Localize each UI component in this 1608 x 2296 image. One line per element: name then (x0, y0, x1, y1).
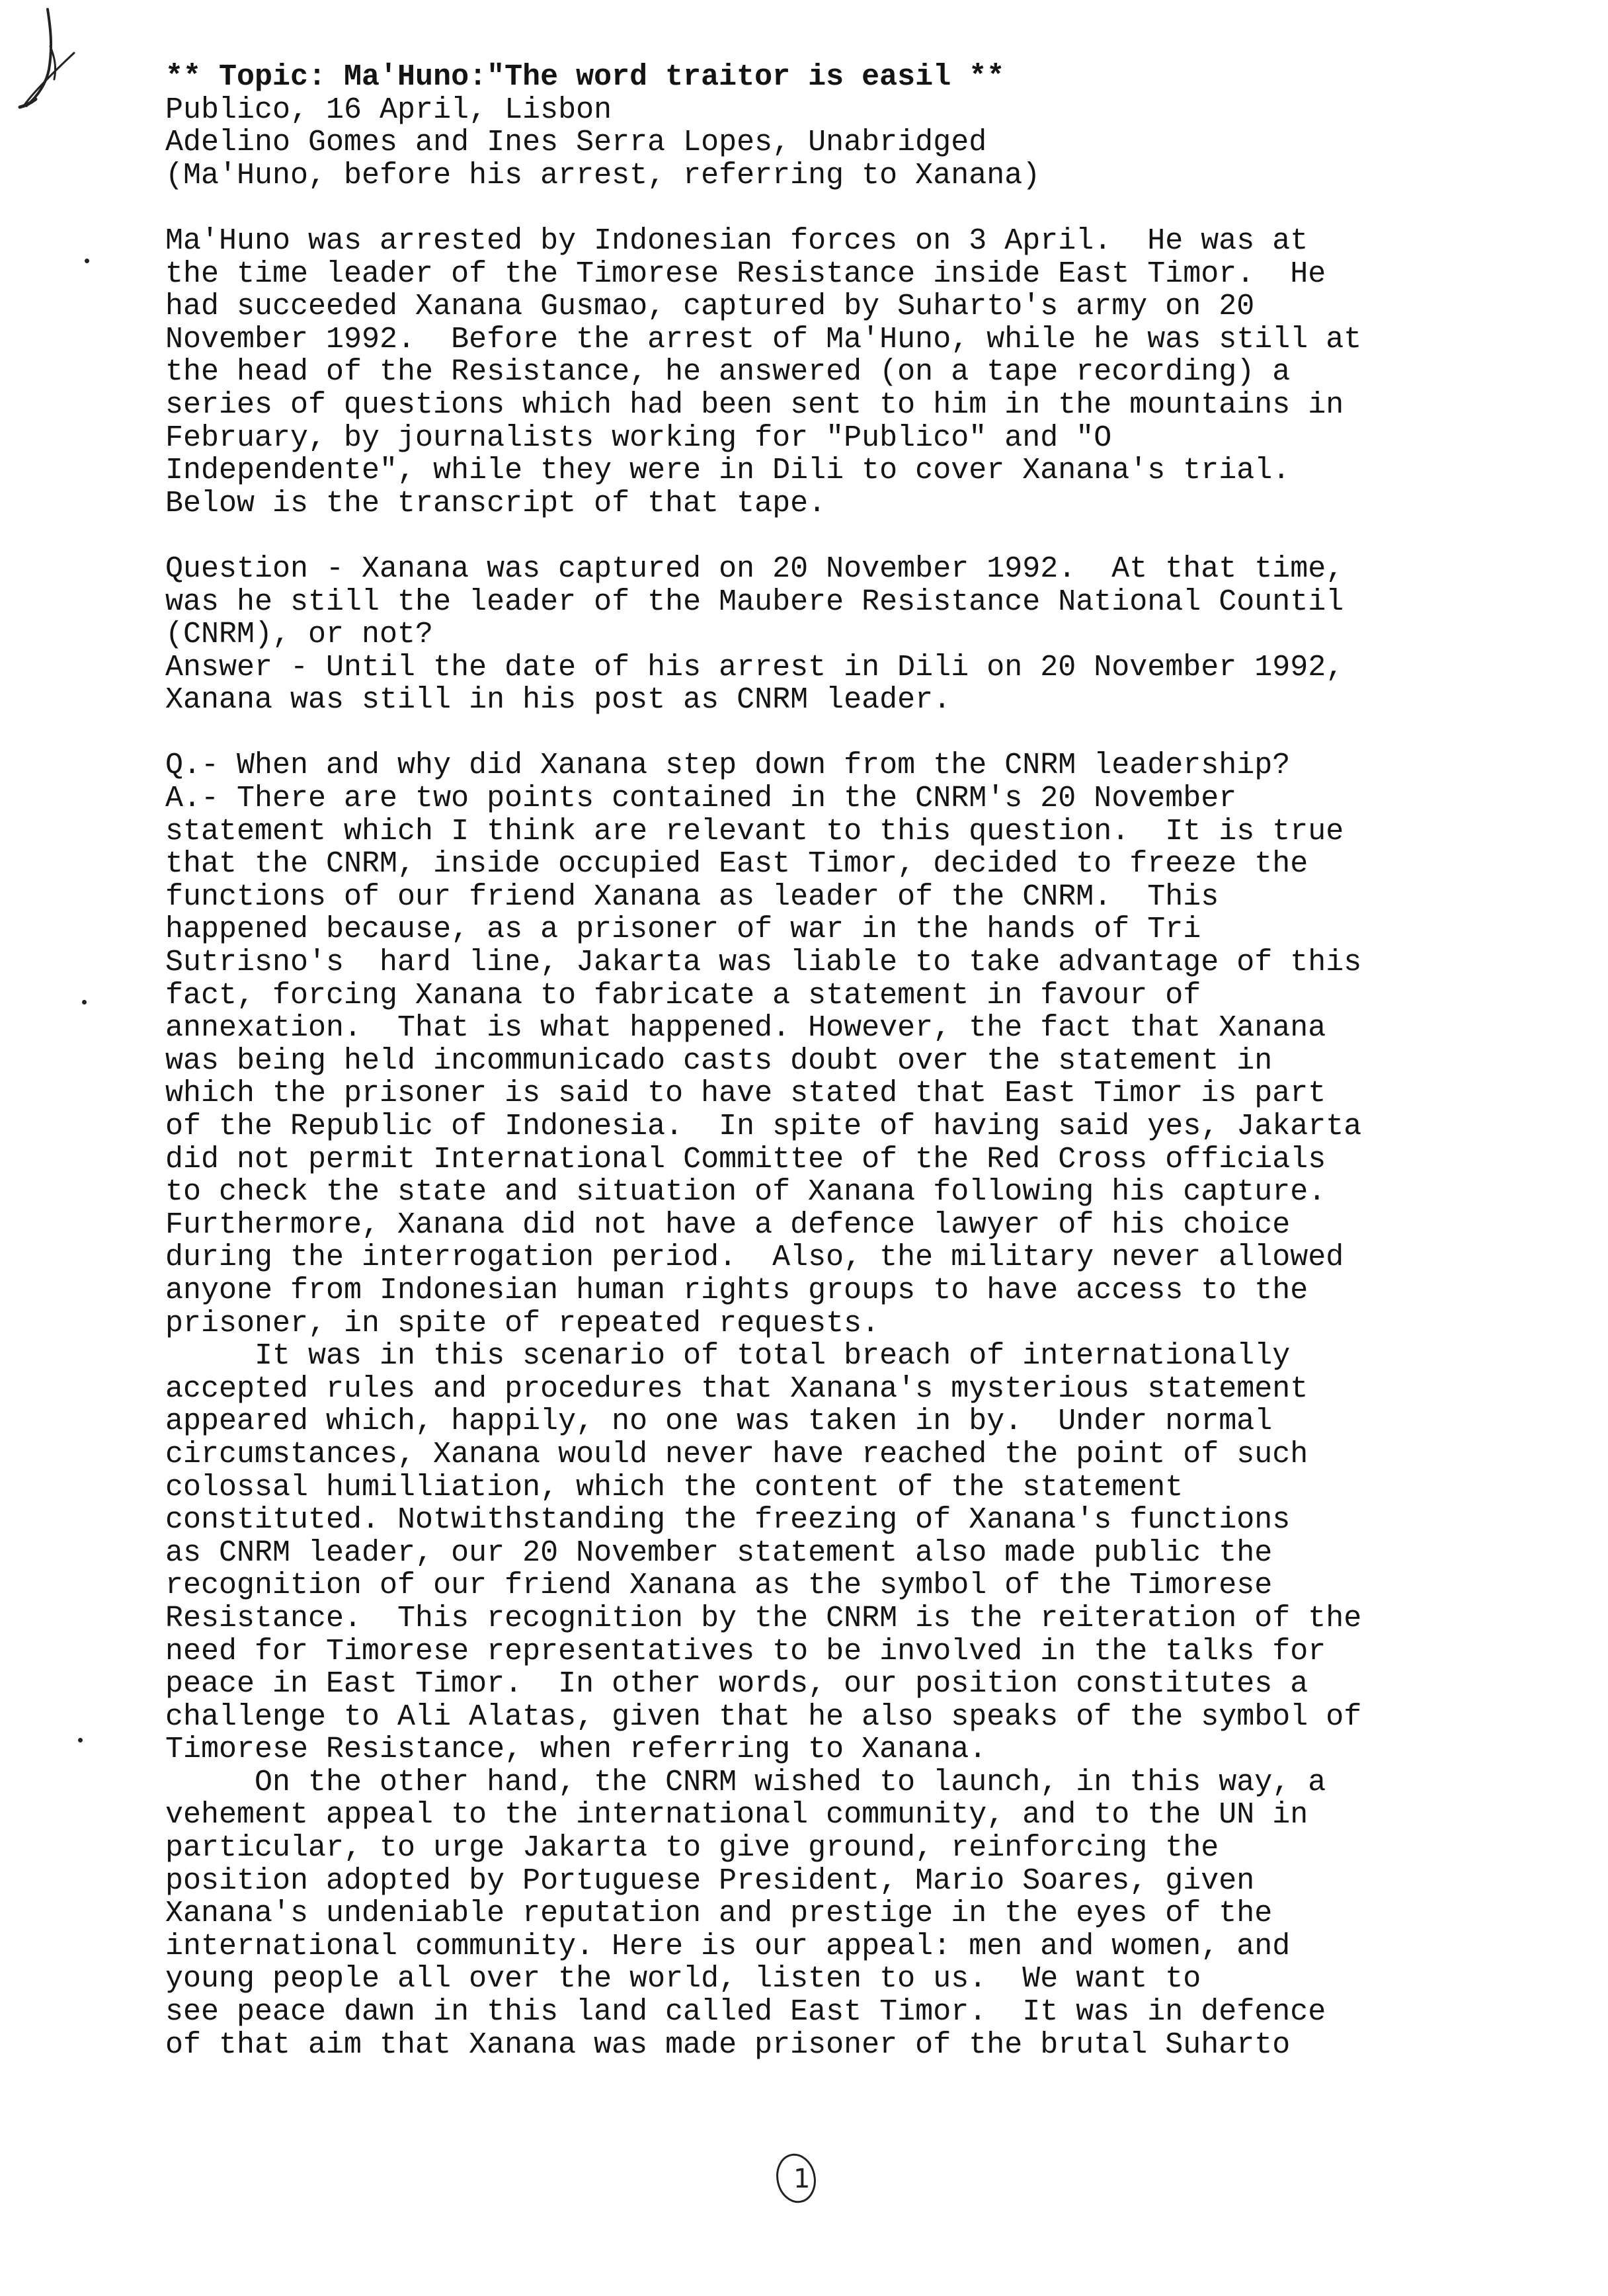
text-line: Resistance. This recognition by the CNRM is the reiteration of the (165, 1602, 1362, 1635)
text-line: the head of the Resistance, he answered (on a tape recording) a (165, 356, 1291, 389)
text-line: of that aim that Xanana was made prisoner of the brutal Suharto (165, 2028, 1291, 2062)
text-line: (CNRM), or not? (165, 618, 434, 651)
text-line: fact, forcing Xanana to fabricate a statement in favour of (165, 979, 1201, 1012)
text-line: during the interrogation period. Also, the military never allowed (165, 1241, 1344, 1274)
text-line: which the prisoner is said to have stated that East Timor is part (165, 1077, 1326, 1110)
handwritten-check-mark (7, 7, 79, 112)
text-line: recognition of our friend Xanana as the symbol of the Timorese (165, 1569, 1273, 1602)
text-line: functions of our friend Xanana as leader of the CNRM. This (165, 880, 1219, 914)
text-line: had succeeded Xanana Gusmao, captured by Suharto's army on 20 (165, 290, 1255, 323)
text-line: international community. Here is our appeal: men and women, and (165, 1930, 1291, 1963)
margin-dot (82, 1000, 87, 1004)
margin-dot (85, 259, 89, 263)
text-line: to check the state and situation of Xanana following his capture. (165, 1176, 1326, 1209)
margin-dot (78, 1738, 83, 1742)
text-line: position adopted by Portuguese President, Mario Soares, given (165, 1864, 1255, 1898)
text-line: was he still the leader of the Maubere Resistance National Countil (165, 585, 1344, 619)
text-line: did not permit International Committee of the Red Cross officials (165, 1143, 1326, 1176)
paragraph-gap (165, 520, 1468, 553)
text-line: see peace dawn in this land called East Timor. It was in defence (165, 1996, 1326, 2029)
text-line: Q.- When and why did Xanana step down from the CNRM leadership? (165, 749, 1291, 783)
text-line: Below is the transcript of that tape. (165, 487, 826, 520)
text-line: Sutrisno's hard line, Jakarta was liable to take advantage of this (165, 946, 1362, 979)
document-body (165, 61, 1468, 2061)
context-line: (Ma'Huno, before his arrest, referring to Xanana) (165, 159, 1041, 192)
text-line: Timorese Resistance, when referring to Xanana. (165, 1733, 987, 1766)
text-line: that the CNRM, inside occupied East Timor, decided to freeze the (165, 848, 1308, 881)
text-line: vehement appeal to the international community, and to the UN in (165, 1799, 1308, 1832)
text-line: series of questions which had been sent to him in the mountains in (165, 388, 1344, 422)
paragraph-gap (165, 717, 1468, 750)
text-line: accepted rules and procedures that Xanana's mysterious statement (165, 1372, 1308, 1406)
article-text (165, 225, 1468, 2061)
text-line: constituted. Notwithstanding the freezing of Xanana's functions (165, 1504, 1291, 1537)
paragraph-gap (165, 192, 1468, 225)
text-line: circumstances, Xanana would never have reached the point of such (165, 1438, 1308, 1471)
authors-line: Adelino Gomes and Ines Serra Lopes, Unabridged (165, 126, 987, 159)
text-line: need for Timorese representatives to be involved in the talks for (165, 1635, 1326, 1668)
text-line: Question - Xanana was captured on 20 November 1992. At that time, (165, 552, 1344, 586)
source-line: Publico, 16 April, Lisbon (165, 93, 612, 127)
text-line: young people all over the world, listen to us. We want to (165, 1963, 1201, 1996)
text-line: On the other hand, the CNRM wished to launch, in this way, a (165, 1766, 1326, 1799)
text-line: Xanana's undeniable reputation and prestige in the eyes of the (165, 1897, 1273, 1930)
text-line: colossal humilliation, which the content of the statement (165, 1471, 1184, 1504)
topic-line: ** Topic: Ma'Huno:"The word traitor is easil ** (165, 61, 1005, 94)
text-line: Ma'Huno was arrested by Indonesian forces on 3 April. He was at (165, 224, 1308, 258)
text-line: statement which I think are relevant to this question. It is true (165, 815, 1344, 848)
text-line: prisoner, in spite of repeated requests. (165, 1307, 880, 1340)
page-number-mark (767, 2149, 826, 2209)
text-line: It was in this scenario of total breach of internationally (165, 1340, 1291, 1373)
text-line: appeared which, happily, no one was taken in by. Under normal (165, 1405, 1273, 1438)
text-line: Independente", while they were in Dili to cover Xanana's trial. (165, 454, 1291, 487)
text-line: was being held incommunicado casts doubt over the statement in (165, 1044, 1273, 1078)
text-line: A.- There are two points contained in the CNRM's 20 November (165, 782, 1237, 815)
text-line: Xanana was still in his post as CNRM leader. (165, 684, 951, 717)
text-line: the time leader of the Timorese Resistance inside East Timor. He (165, 257, 1326, 291)
text-line: Furthermore, Xanana did not have a defence lawyer of his choice (165, 1208, 1291, 1242)
text-line: peace in East Timor. In other words, our position constitutes a (165, 1668, 1308, 1701)
page-number: 1 (793, 2164, 811, 2194)
text-line: February, by journalists working for "Publico" and "O (165, 421, 1112, 455)
text-line: annexation. That is what happened. However, the fact that Xanana (165, 1012, 1326, 1045)
text-line: Answer - Until the date of his arrest in Dili on 20 November 1992, (165, 651, 1344, 684)
text-line: anyone from Indonesian human rights groups to have access to the (165, 1274, 1308, 1307)
text-line: particular, to urge Jakarta to give ground, reinforcing the (165, 1832, 1219, 1865)
text-line: November 1992. Before the arrest of Ma'Huno, while he was still at (165, 323, 1362, 356)
text-line: of the Republic of Indonesia. In spite of having said yes, Jakarta (165, 1110, 1362, 1143)
text-line: challenge to Ali Alatas, given that he also speaks of the symbol of (165, 1700, 1362, 1734)
text-line: happened because, as a prisoner of war in the hands of Tri (165, 913, 1201, 947)
text-line: as CNRM leader, our 20 November statement also made public the (165, 1536, 1273, 1570)
